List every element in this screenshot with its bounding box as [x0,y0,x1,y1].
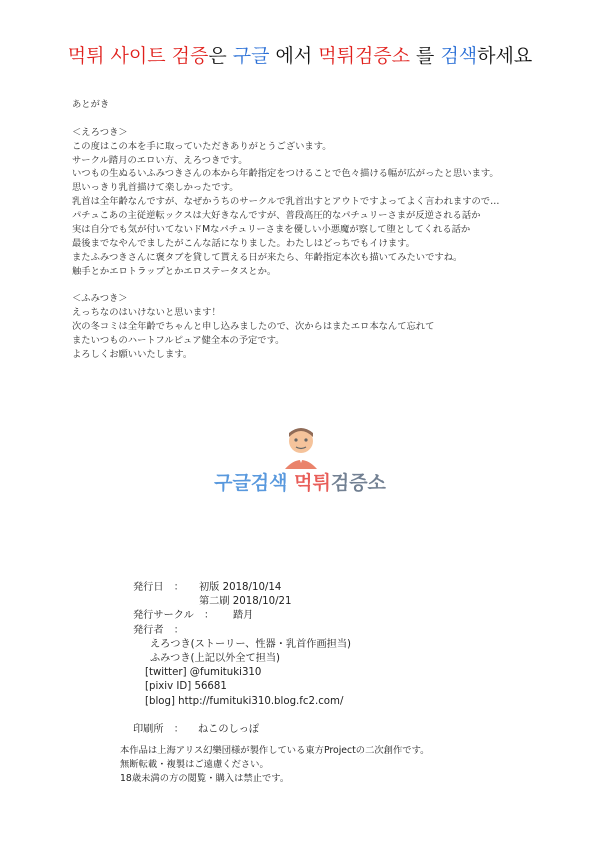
printer-value: ねこのしっぽ [198,723,260,735]
section2-heading: ＜ふみつき＞ [72,293,128,305]
afterword-line: 実は自分でも気が付いてないドMなパチュリーさまを優しい小悪魔が察して堕としてくれる話か [72,224,471,236]
banner-text-1: 먹튀 사이트 검증 [67,45,209,67]
publisher-1: えろつき(ストーリー、性器・乳首作画担当) [150,638,351,650]
publisher-label: 発行者 ： [133,624,184,636]
afterword-line: 次の冬コミは全年齢でちゃんと申し込みましたので、次からはまたエロ本なんて忘れて [72,321,435,333]
afterword-line: いつもの生ぬるいふみつきさんの本から年齢指定をつけることで色々描ける幅が広がったと思います。 [72,168,499,180]
afterword-line: 触手とかエロトラップとかエロステータスとか。 [72,265,277,277]
afterword-line: またいつものハートフルピュア健全本の予定です。 [72,335,285,347]
afterword-line: またふみつきさんに褒タブを貸して貰える日が来たら、年齢指定本次も描いてみたいですね。 [72,251,463,263]
note-line: 無断転載・複製はご遠慮ください。 [120,759,269,770]
watermark-part2: 먹튀 [294,472,331,494]
section1-heading: ＜えろつき＞ [72,126,128,138]
watermark-text [0,468,600,495]
twitter-handle: [twitter] @fumituki310 [145,667,262,679]
afterword-title: あとがき [72,99,110,110]
issue-second: 第二刷 2018/10/21 [199,596,292,608]
banner-text-4: 에서 [269,45,319,67]
afterword [72,98,552,362]
note-line: 18歳未満の方の閲覧・購入は禁止です。 [120,773,290,784]
banner-text-3: 구글 [232,45,270,67]
circle-value: 踏月 [233,610,254,622]
legal-notes [120,744,429,786]
blog-url: [blog] http://fumituki310.blog.fc2.com/ [145,695,344,707]
afterword-line: 乳首は全年齢なんですが、なぜかうちのサークルで乳首出すとアウトですよってよく言われますので… [72,196,500,208]
watermark-part3: 검증소 [330,472,386,494]
circle-label: 発行サークル ： [133,610,215,622]
banner-text-5: 먹튀검증소 [318,45,411,67]
watermark-part1: 구글검색 [214,472,295,494]
banner-text-6: 를 [410,45,441,67]
colophon [133,581,351,737]
afterword-line: この度はこの本を手に取っていただきありがとうございます。 [72,140,332,152]
afterword-line: えっちなのはいけないと思います！ [72,307,221,319]
banner-text-8: 하세요 [477,45,533,67]
pixiv-id: [pixiv ID] 56681 [145,681,227,693]
afterword-line: 思いっきり乳首描けて楽しかったです。 [72,182,239,194]
banner-text-7: 검색 [440,45,478,67]
publisher-2: ふみつき(上記以外全て担当) [150,652,280,664]
issue-label: 発行日 ： [133,582,184,593]
banner-text-2: 은 [208,45,233,67]
printer-label: 印刷所 ： [133,723,184,735]
note-line: 本作品は上海アリス幻樂団様が製作している東方Projectの二次創作です。 [120,745,430,756]
afterword-line: 最後までなやんでましたがこんな話になりました。わたしはどっちでもイけます。 [72,237,415,249]
afterword-line: サークル踏月のエロい方、えろつきです。 [72,154,248,166]
afterword-line: パチュこあの主従逆転ックスは大好きなんですが、普段高圧的なパチュリーさまが反逆される話か [72,210,481,222]
ad-banner[interactable] [0,44,600,68]
afterword-line: よろしくお願いいたします。 [72,349,193,361]
issue-first: 初版 2018/10/14 [199,582,282,593]
cartoon-man-icon [281,425,321,469]
